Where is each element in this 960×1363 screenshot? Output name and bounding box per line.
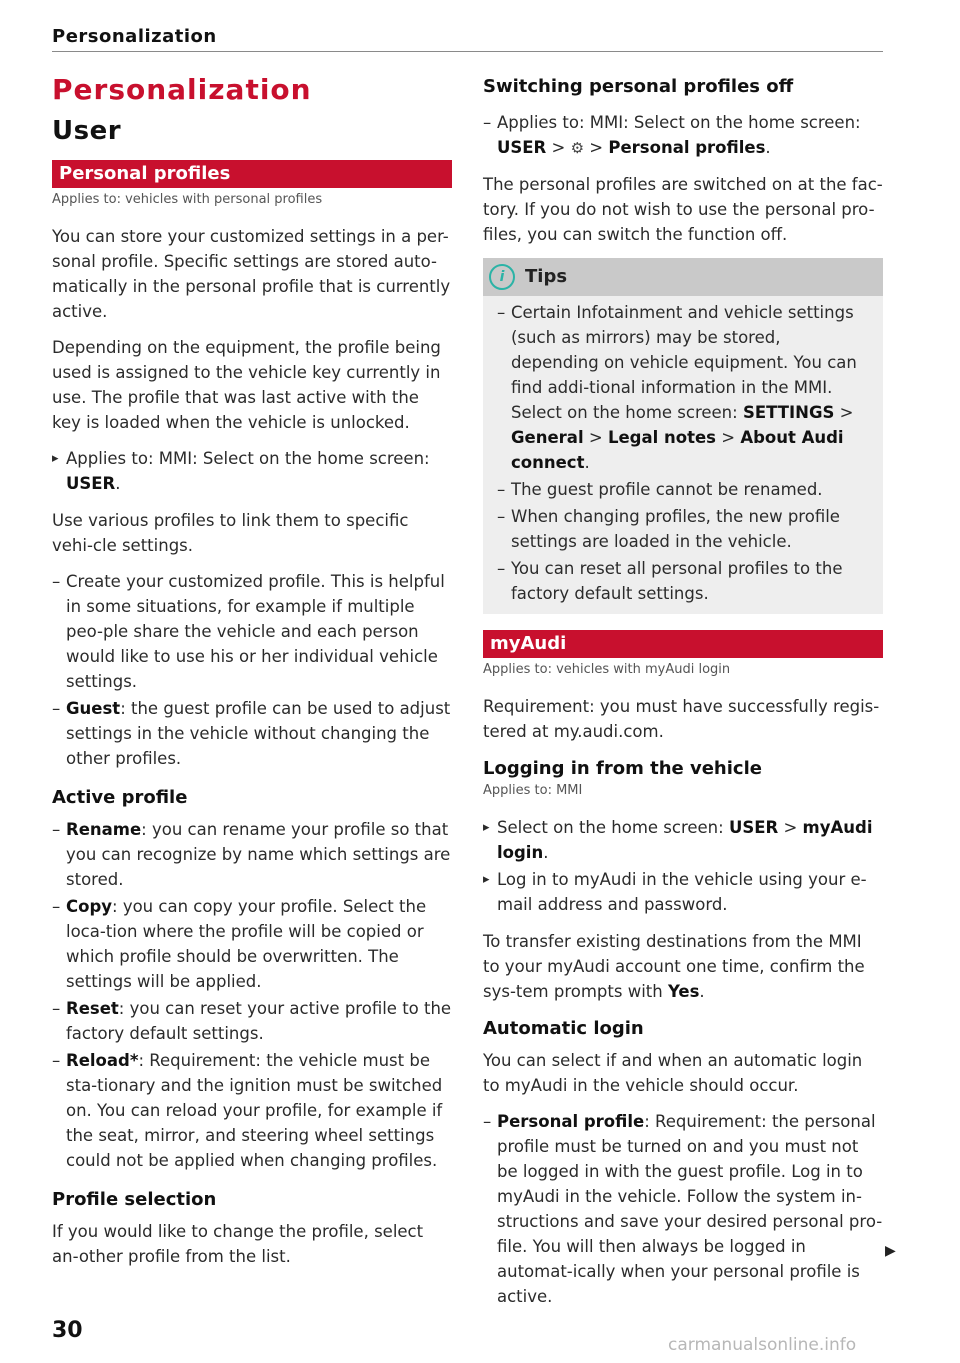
watermark: carmanualsonline.info (668, 1335, 857, 1355)
continue-arrow-icon: ▶ (885, 1243, 896, 1259)
paragraph: You can store your customized settings in a per-sonal profile. Specific settings are stored auto-matically in the personal profile that is currently active. (52, 227, 451, 321)
section-title-user: User (52, 116, 122, 146)
list-item: – Rename: you can rename your profile so that you can recognize by name which settings are stored. (52, 817, 452, 892)
right-column (483, 74, 883, 1311)
page-number: 30 (52, 1318, 83, 1343)
automatic-login-heading: Automatic login (483, 1018, 644, 1039)
list-item: – Create your customized profile. This is helpful in some situations, for example if multiple peo-ple share the vehicle and each person would like to use his or her individual vehicle settings. (52, 569, 452, 694)
list-item: – Reset: you can reset your active profile to the factory default settings. (52, 996, 452, 1046)
list-item: – The guest profile cannot be renamed. (497, 477, 873, 502)
myaudi-banner: myAudi (483, 630, 883, 658)
tips-box (483, 258, 883, 614)
paragraph: The personal profiles are switched on at the fac-tory. If you do not wish to use the personal pro-files, you can switch the function off. (483, 175, 883, 244)
list-item: – Personal profile: Requirement: the personal profile must be turned on and you must not be logged in with the guest profile. Log in to myAudi in the vehicle. Follow the system in-structions and save your desired personal pro-file. You will then always be logged in automat-ically when your personal profile is active. (483, 1109, 883, 1309)
logging-in-heading: Logging in from the vehicle (483, 758, 762, 779)
paragraph: Depending on the equipment, the profile being used is assigned to the vehicle key currently in use. The profile that was last active with the key is loaded when the vehicle is unlocked. (52, 338, 441, 432)
list-item: – Copy: you can copy your profile. Select the loca-tion where the profile will be copied or which profile should be overwritten. The settings will be applied. (52, 894, 452, 994)
page-title: Personalization (52, 73, 312, 106)
paragraph: If you would like to change the profile, select an-other profile from the list. (52, 1222, 424, 1266)
tips-header: i Tips (483, 258, 883, 296)
step-item: ▸ Applies to: MMI: Select on the home screen: USER. (52, 446, 452, 496)
header-divider (52, 51, 883, 52)
applies-note: Applies to: vehicles with myAudi login (483, 662, 731, 677)
list-item: – Guest: the guest profile can be used to adjust settings in the vehicle without changing the other profiles. (52, 696, 452, 771)
list-item: – You can reset all personal profiles to the factory default settings. (497, 556, 873, 606)
left-column (52, 72, 452, 1280)
paragraph: You can select if and when an automatic login to myAudi in the vehicle should occur. (483, 1051, 863, 1095)
list-item: – When changing profiles, the new profile settings are loaded in the vehicle. (497, 504, 873, 554)
tips-body (483, 296, 883, 614)
switch-off-heading: Switching personal profiles off (483, 76, 794, 97)
paragraph: Requirement: you must have successfully regis-tered at my.audi.com. (483, 697, 880, 741)
paragraph: To transfer existing destinations from the MMI to your myAudi account one time, confirm the sys-tem prompts with Yes. (483, 932, 865, 1001)
applies-note: Applies to: MMI (483, 783, 583, 798)
paragraph: Use various profiles to link them to specific vehi-cle settings. (52, 511, 409, 555)
active-profile-heading: Active profile (52, 787, 188, 808)
list-item: – Applies to: MMI: Select on the home screen: USER > ⚙ > Personal profiles. (483, 110, 883, 161)
gear-icon: ⚙ (570, 139, 585, 157)
info-icon: i (489, 264, 515, 290)
list-item: – Certain Infotainment and vehicle settings (such as mirrors) may be stored, depending on vehicle equipment. You can find addi-tional information in the MMI. Select on the home screen: SETTINGS > General > Legal notes > About Audi connect. (497, 300, 873, 475)
applies-note: Applies to: vehicles with personal profiles (52, 192, 323, 207)
personal-profiles-banner: Personal profiles (52, 160, 452, 188)
running-header-title: Personalization (52, 26, 217, 47)
list-item: – Reload*: Requirement: the vehicle must be sta-tionary and the ignition must be switched on. You can reload your profile, for example if the seat, mirror, and steering wheel settings could not be applied when changing profiles. (52, 1048, 452, 1173)
step-item: ▸ Log in to myAudi in the vehicle using your e-mail address and password. (483, 867, 883, 917)
profile-selection-heading: Profile selection (52, 1189, 217, 1210)
step-item: ▸ Select on the home screen: USER > myAudi login. (483, 815, 883, 865)
